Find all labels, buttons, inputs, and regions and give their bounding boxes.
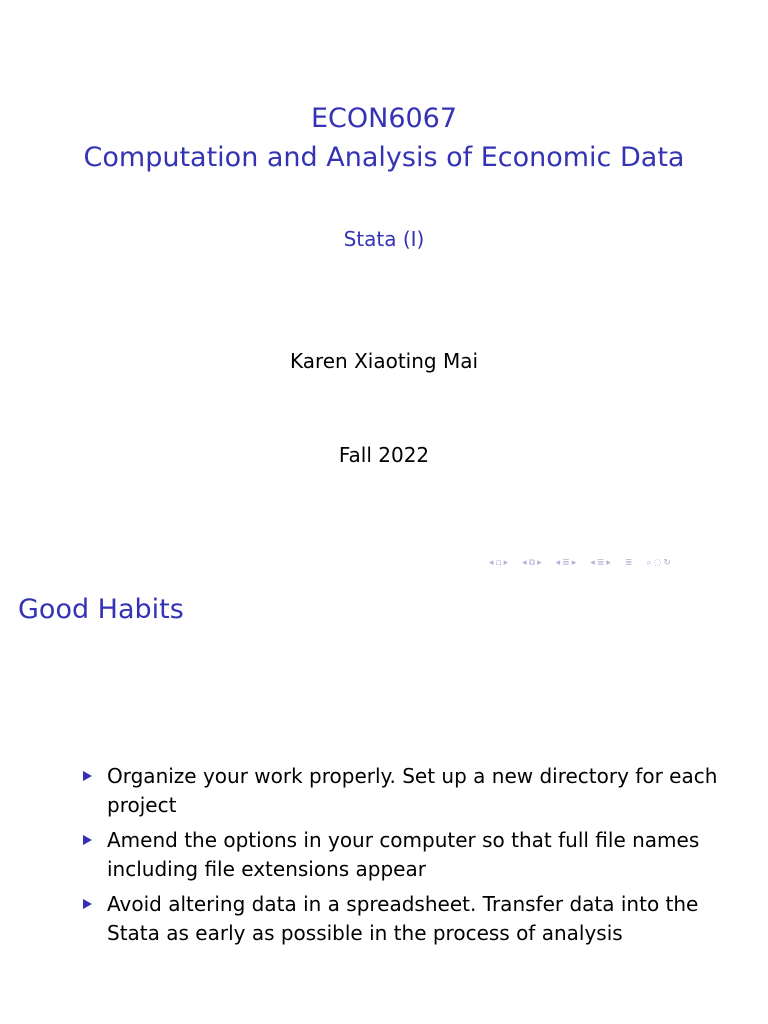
author-name: Karen Xiaoting Mai: [289, 349, 479, 373]
bullet-text: Avoid altering data in a spreadsheet. Transfer data into the Stata as early as possible in the process of analysis: [107, 892, 699, 945]
triangle-bullet-icon: [83, 771, 92, 781]
frame-back-icon[interactable]: ◂: [489, 558, 494, 568]
document-icon[interactable]: ≣: [624, 558, 633, 568]
subsection-icon[interactable]: ⧉: [528, 558, 536, 568]
content-slide: [0, 576, 768, 1024]
part-nav-group: [589, 558, 612, 568]
frame-nav-group: [488, 558, 509, 568]
bullet-text: Amend the options in your computer so that full file names including file extensions appear: [107, 828, 700, 881]
bullet-list: [80, 762, 720, 954]
subsection-back-icon[interactable]: ◂: [522, 558, 527, 568]
part-icon[interactable]: ≣: [596, 558, 605, 568]
section-icon[interactable]: ≣: [562, 558, 570, 568]
section-back-icon[interactable]: ◂: [555, 558, 561, 568]
triangle-bullet-icon: [83, 835, 92, 845]
undo-icon[interactable]: ↻: [663, 558, 671, 568]
part-back-icon[interactable]: ◂: [590, 558, 595, 568]
list-item: [80, 826, 720, 884]
frame-forward-icon[interactable]: ▸: [503, 558, 509, 568]
list-item: [80, 762, 720, 820]
list-item: [80, 890, 720, 948]
frame-title: Good Habits: [18, 594, 184, 625]
presentation-date: Fall 2022: [338, 443, 430, 467]
part-forward-icon[interactable]: ▸: [606, 558, 611, 568]
document-nav-group: [624, 558, 634, 568]
subsection-forward-icon[interactable]: ▸: [537, 558, 542, 568]
section-forward-icon[interactable]: ▸: [571, 558, 577, 568]
triangle-bullet-icon: [83, 899, 92, 909]
course-title: Computation and Analysis of Economic Data: [83, 142, 685, 173]
zoom-icon[interactable]: ◌: [653, 558, 662, 568]
course-code: ECON6067: [310, 103, 458, 134]
bullet-text: Organize your work properly. Set up a new directory for each project: [107, 764, 718, 817]
beamer-navigation-bar: [488, 556, 672, 570]
section-nav-group: [555, 558, 578, 568]
subsection-nav-group: [521, 558, 543, 568]
tools-nav-group: [645, 558, 671, 568]
frame-icon[interactable]: ▫: [495, 558, 502, 568]
search-icon[interactable]: ⌕: [646, 558, 652, 568]
presentation-subtitle: Stata (I): [343, 227, 425, 251]
